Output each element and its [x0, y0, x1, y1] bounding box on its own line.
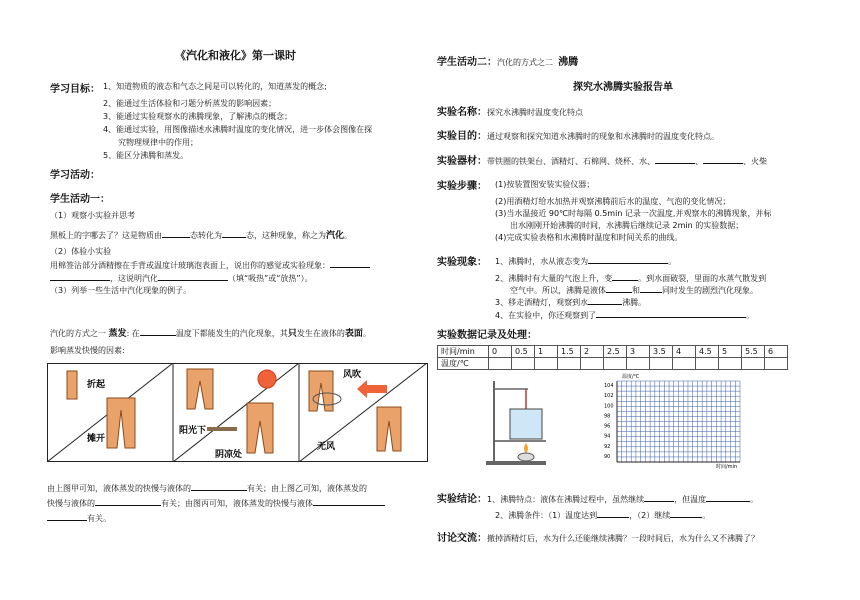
keyword-only: 只	[287, 329, 297, 339]
goals-label: 学习目标：	[50, 84, 100, 95]
act1-line	[50, 272, 313, 284]
exp-purpose-label: 实验目的：	[437, 131, 487, 142]
exp-purpose-text: 通过观察和探究知道水沸腾时的现象和水沸腾时的温度变化特点。	[487, 132, 719, 141]
table-cell: 1.5	[558, 346, 581, 358]
table-cell: 6	[765, 346, 788, 358]
answer-blank[interactable]	[158, 272, 228, 281]
label-shade: 阴凉处	[215, 450, 243, 460]
act1-text: （填“吸热”或“放热”）。	[228, 274, 313, 283]
evap-text: 。	[362, 329, 371, 338]
label-folded: 折起	[87, 380, 106, 390]
exp-step: (4)完成实验表格和水沸腾时温度和时间关系的曲线。	[495, 233, 683, 242]
answer-blank[interactable]	[50, 272, 110, 281]
conclusion-row	[437, 490, 758, 505]
exp-name-row	[437, 103, 583, 118]
answer-blank[interactable]	[588, 296, 622, 305]
answer-blank[interactable]	[606, 284, 632, 293]
phenomenon-item	[510, 284, 758, 296]
discussion-row	[437, 529, 759, 544]
factors-label: 影响蒸发快慢的因素:	[50, 346, 125, 355]
answer-blank[interactable]	[597, 509, 629, 518]
table-row	[438, 346, 788, 358]
report-title: 探究水沸腾实验报告单	[573, 82, 673, 93]
goal-item: 5、能区分沸腾和蒸发。	[103, 151, 189, 160]
table-cell: 温度/℃	[438, 358, 489, 370]
table-cell[interactable]	[489, 358, 512, 370]
discussion-label: 讨论交流：	[437, 533, 487, 544]
table-cell: 时间/min	[438, 346, 489, 358]
answer-blank[interactable]	[140, 327, 176, 336]
beaker-icon	[510, 409, 542, 439]
answer-blank[interactable]	[612, 272, 638, 281]
evap-text: 发生在液体的	[296, 329, 345, 338]
table-cell[interactable]	[512, 358, 535, 370]
keyword-boiling: 沸腾	[558, 57, 579, 68]
conclusion-label: 实验结论：	[437, 494, 487, 505]
label-no-wind: 无风	[317, 442, 336, 452]
act1-text: 黑板上的字哪去了？这是物质由	[50, 231, 162, 240]
exp-equipment-sep: 、	[695, 157, 703, 166]
answer-blank[interactable]	[313, 497, 385, 506]
activity2-heading: 学生活动二：	[437, 57, 497, 68]
table-cell[interactable]	[719, 358, 742, 370]
table-cell[interactable]	[673, 358, 696, 370]
temperature-time-graph	[600, 371, 750, 471]
table-cell[interactable]	[604, 358, 627, 370]
exp-step: (1)按装置图安装实验仪器；	[495, 180, 595, 189]
act1-line	[50, 259, 370, 271]
exp-step: 出水刚刚开始沸腾的时间，水沸腾后继续记录 2min 的实验数据；	[510, 221, 744, 230]
answer-blank[interactable]	[703, 155, 743, 164]
y-tick-label: 94	[604, 433, 611, 440]
phen-text: 。	[668, 257, 677, 266]
table-cell: 2.5	[604, 346, 627, 358]
table-cell[interactable]	[581, 358, 604, 370]
y-tick-label: 104	[604, 383, 614, 390]
y-tick-label: 96	[604, 423, 611, 430]
act1-line: （3）列举一些生活中汽化现象的例子。	[50, 286, 192, 295]
table-cell[interactable]	[650, 358, 673, 370]
answer-blank[interactable]	[191, 482, 247, 491]
data-record-table	[437, 345, 788, 370]
label-wind: 风吹	[343, 370, 362, 380]
keyword-surface: 表面	[344, 329, 363, 339]
table-cell: 0	[489, 346, 512, 358]
answer-blank[interactable]	[222, 229, 246, 238]
exp-step: (2)用酒精灯给水加热并观察沸腾前后水的温度、气泡的变化情况；	[495, 197, 731, 206]
answer-blank[interactable]	[47, 512, 87, 521]
conclusion-line	[47, 512, 111, 524]
y-tick-label: 90	[604, 453, 611, 460]
activity2-sub: 汽化的方式之二	[497, 58, 553, 67]
table-cell: 5.5	[742, 346, 765, 358]
concl-text: 2、沸腾条件：（1）温度达到	[495, 511, 598, 520]
graph-ylabel: 温度/℃	[622, 374, 640, 380]
graph-grid	[617, 381, 740, 462]
sun-icon	[258, 370, 276, 388]
keyword-vaporization: 汽化	[326, 231, 345, 241]
bottom-text: 有关。	[87, 514, 111, 523]
y-tick-label: 92	[604, 443, 611, 450]
label-sunlight: 阳光下	[179, 426, 207, 436]
exp-steps-label: 实验步骤：	[437, 181, 487, 192]
label-spread: 摊开	[87, 434, 106, 444]
exp-equipment-label: 实验器材：	[437, 156, 487, 167]
figure-border	[48, 364, 428, 462]
bottom-text: 快慢与液体的	[47, 499, 95, 508]
table-cell[interactable]	[627, 358, 650, 370]
table-cell: 0.5	[512, 346, 535, 358]
table-cell[interactable]	[742, 358, 765, 370]
table-cell: 1	[535, 346, 558, 358]
answer-blank[interactable]	[596, 309, 746, 318]
table-cell[interactable]	[535, 358, 558, 370]
table-cell[interactable]	[558, 358, 581, 370]
phen-text: 3、移走酒精灯，观察到水	[495, 298, 589, 307]
answer-blank[interactable]	[644, 493, 674, 502]
answer-blank[interactable]	[640, 284, 662, 293]
phen-text: 2、沸腾时有大量的气泡上升，变	[495, 274, 613, 283]
goal-item: 3、能通过实验观察水的沸腾现象，了解沸点的概念；	[103, 112, 293, 121]
flame-icon	[524, 443, 528, 453]
phenomenon-item	[495, 296, 646, 308]
answer-blank[interactable]	[588, 255, 668, 264]
act1-question	[50, 228, 352, 241]
exp-name-text: 探究水沸腾时温度变化特点	[487, 108, 583, 117]
act1-text: 用棉签沾部分酒精擦在手背或温度计玻璃泡表面上，说出你的感觉或实验现象：	[50, 261, 330, 270]
y-tick-label: 100	[604, 403, 614, 410]
bottom-text: 由上图甲可知，液体蒸发的快慢与液体的	[47, 484, 191, 493]
bottom-text: 有关；由图丙可知，液体蒸发的快慢与液体	[161, 499, 313, 508]
act1-text: 态，这种现象，称之为	[246, 231, 326, 240]
table-icon	[207, 427, 237, 431]
conclusion-line	[47, 497, 385, 509]
goal-item: 1、知道物质的液态和气态之间是可以转化的，知道蒸发的概念;	[103, 82, 327, 91]
exp-equipment-end: 、火柴	[743, 157, 767, 166]
answer-blank[interactable]	[162, 229, 190, 238]
table-cell: 5	[719, 346, 742, 358]
table-row	[438, 358, 788, 370]
y-tick-label: 102	[604, 393, 614, 400]
conclusion-line	[47, 482, 367, 494]
activity1-heading: 学生活动一：	[50, 194, 110, 205]
exp-phenomenon-label: 实验现象：	[437, 257, 487, 268]
evap-text: 温度下都能发生的汽化现象，其	[175, 329, 288, 338]
phen-text: 沸腾。	[622, 298, 647, 307]
page-title: 《汽化和液化》第一课时	[175, 49, 296, 62]
graph-xlabel: 时间/min	[716, 464, 738, 470]
graph-yticks	[604, 383, 614, 460]
answer-blank[interactable]	[95, 497, 161, 506]
concl-text: ，但温度	[674, 495, 707, 504]
act1-text: 态转化为	[190, 231, 222, 240]
table-cell: 4.5	[696, 346, 719, 358]
goal-item: 究物理规律中的作用；	[118, 138, 198, 147]
goal-item: 4、能通过实验，用图像描述水沸腾时温度的变化情况，进一步体会图像在探	[103, 125, 373, 134]
table-cell: 3	[627, 346, 650, 358]
table-cell: 3.5	[650, 346, 673, 358]
act1-line: （2）体验小实验	[50, 247, 112, 256]
phenomenon-item	[495, 309, 754, 321]
apparatus-figure	[480, 377, 562, 467]
answer-blank[interactable]	[330, 259, 370, 268]
bottom-text: 有关；由上图乙可知，液体蒸发的	[247, 484, 367, 493]
table-cell[interactable]	[696, 358, 719, 370]
exp-purpose-row	[437, 127, 719, 142]
concl-text: 1、沸腾特点：液体在沸腾过程中，虽然继续	[487, 495, 645, 504]
act1-text: ，这说明汽化	[110, 274, 158, 283]
phen-text: 同时发生的剧烈汽化现象。	[662, 286, 758, 295]
answer-blank[interactable]	[670, 509, 702, 518]
table-cell[interactable]	[765, 358, 788, 370]
concl-text: 。	[750, 495, 759, 504]
discussion-text: 撤掉酒精灯后，水为什么还能继续沸腾？一段时间后，水为什么又不沸腾了？	[487, 534, 759, 543]
folded-pants-icon	[67, 371, 77, 399]
concl-text: ，（2）继续	[629, 511, 671, 520]
y-tick-label: 98	[604, 413, 611, 420]
conclusion-row	[495, 509, 710, 521]
exp-equipment-row	[437, 152, 767, 167]
alcohol-lamp-icon	[518, 453, 534, 461]
table-cell: 2	[581, 346, 604, 358]
exp-step: (3)当水温接近 90℃时每隔 0.5min 记录一次温度,并观察水的沸腾现象，并标	[495, 209, 772, 218]
activity2-heading-line	[437, 53, 578, 68]
phen-text: 空气中。所以，沸腾是液体	[510, 286, 606, 295]
phen-text: 。	[746, 311, 755, 320]
phen-text: 和	[632, 286, 640, 295]
data-record-label: 实验数据记录及处理：	[437, 330, 537, 341]
evap-text: 汽化的方式之一	[50, 329, 106, 338]
answer-blank[interactable]	[706, 493, 750, 502]
phenomenon-item	[495, 272, 766, 284]
exp-name-label: 实验名称：	[437, 107, 487, 118]
evap-text: : 在	[126, 329, 140, 338]
table-cell: 4	[673, 346, 696, 358]
phen-text: 4、在实验中，你还观察到了	[495, 311, 597, 320]
act1-line: （1）观察小实验并思考	[50, 211, 136, 220]
concl-text: 。	[702, 511, 711, 520]
phen-text: 1、沸腾时，水从液态变为	[495, 257, 589, 266]
activity-heading: 学习活动：	[50, 170, 100, 181]
evaporation-definition	[50, 326, 371, 339]
act1-text: 。	[344, 231, 353, 240]
phen-text: 。到水面破裂，里面的水蒸气散发到	[638, 274, 767, 283]
exp-equipment-text: 带铁圈的铁架台、酒精灯、石棉网、烧杯、水、	[487, 157, 655, 166]
phenomenon-item	[495, 255, 676, 267]
stand-base-icon	[486, 461, 546, 465]
goal-item: 2、能通过生活体验和刁题分析蒸发的影响因素；	[103, 99, 277, 108]
keyword-evaporation: 蒸发	[108, 329, 127, 339]
evaporation-figure	[47, 363, 428, 462]
answer-blank[interactable]	[655, 155, 695, 164]
